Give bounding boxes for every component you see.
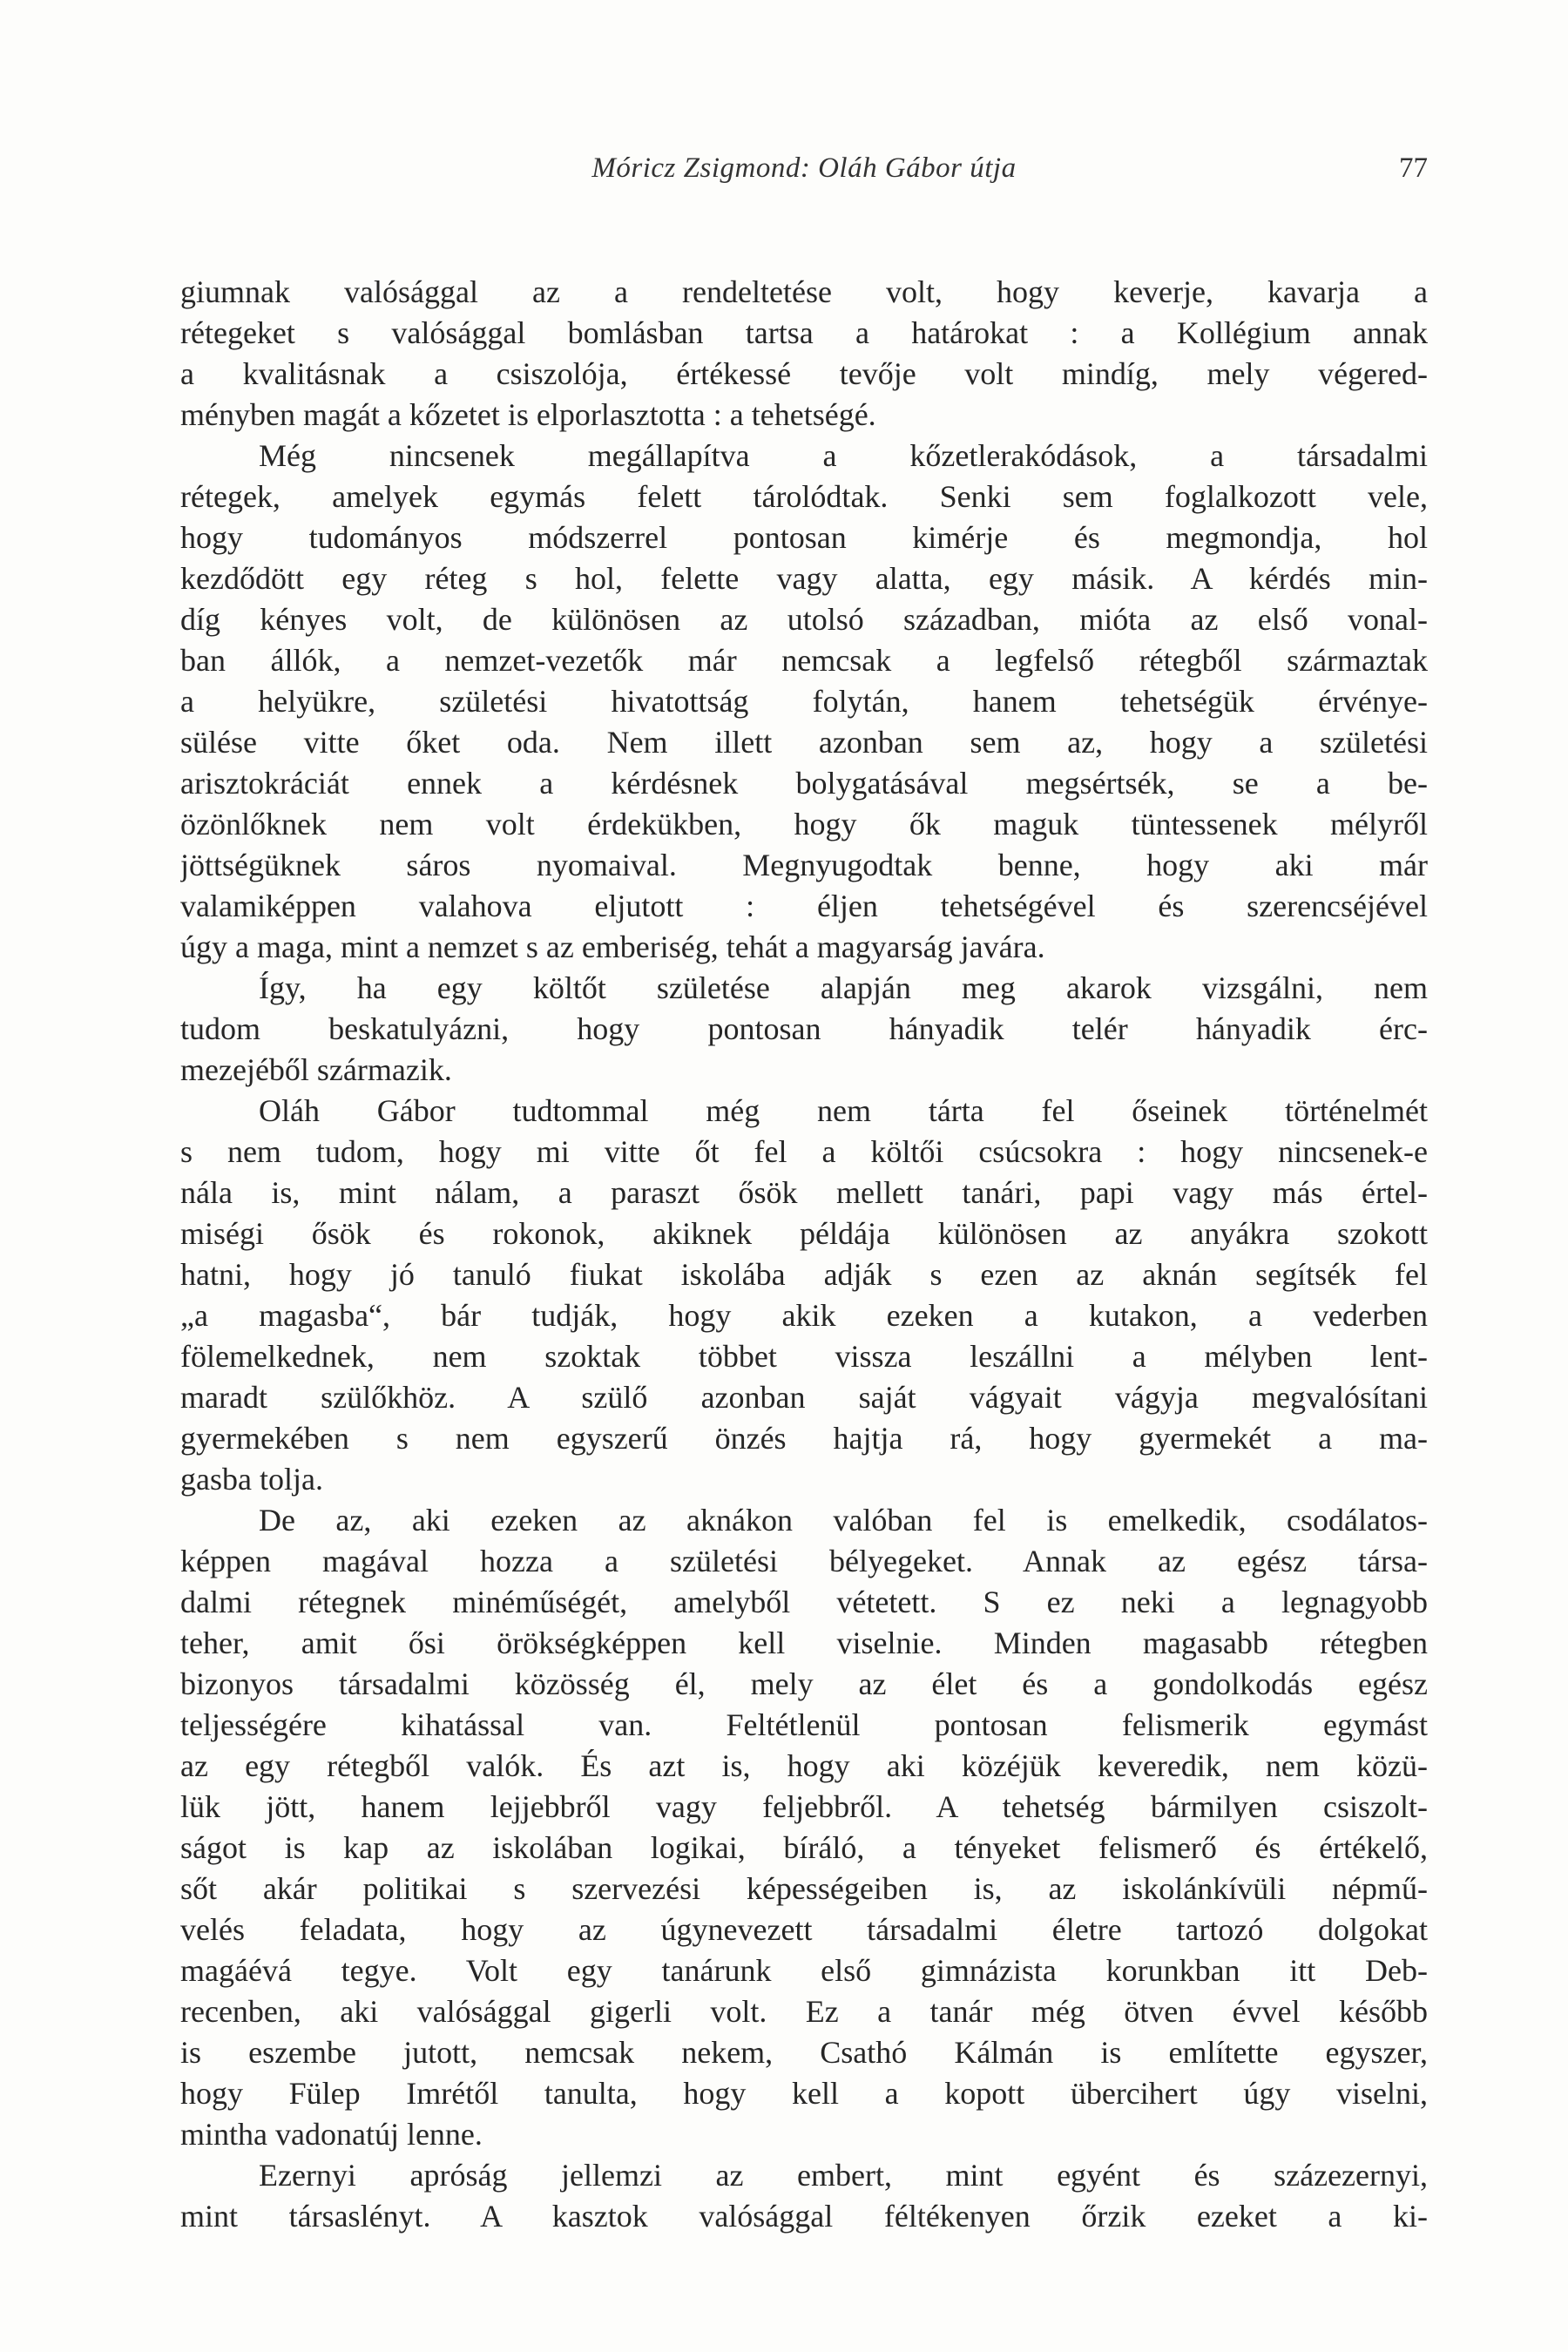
text-line: s nem tudom, hogy mi vitte őt fel a költői csúcsokra : hogy nincsenek-e — [180, 1134, 1428, 1169]
text-line: a kvalitásnak a csiszolója, értékessé tevője volt mindíg, mely végered- — [180, 356, 1428, 391]
text-line: képpen magával hozza a születési bélyegeket. Annak az egész társa- — [180, 1544, 1428, 1578]
text-line: teher, amit ősi örökségképpen kell viselnie. Minden magasabb rétegben — [180, 1625, 1428, 1660]
text-line: Még nincsenek megállapítva a kőzetlerakódások, a társadalmi — [259, 438, 1428, 473]
running-title: Móricz Zsigmond: Oláh Gábor útja — [591, 152, 1017, 184]
text-line: fölemelkednek, nem szoktak többet vissza leszállni a mélyben lent- — [180, 1339, 1428, 1374]
text-line: Így, ha egy költőt születése alapján meg akarok vizsgálni, nem — [259, 970, 1428, 1005]
text-line: hatni, hogy jó tanuló fiukat iskolába adják s ezen az aknán segítsék fel — [180, 1257, 1428, 1292]
text-line: miségi ősök és rokonok, akiknek példája különösen az anyákra szokott — [180, 1216, 1428, 1251]
text-line: ményben magát a kőzetet is elporlasztotta : a tehetségé. — [180, 397, 876, 432]
text-line: is eszembe jutott, nemcsak nekem, Csathó Kálmán is említette egyszer, — [180, 2035, 1428, 2070]
text-line: díg kényes volt, de különösen az utolsó században, mióta az első vonal- — [180, 602, 1428, 637]
text-line: lük jött, hanem lejjebbről vagy feljebbről. A tehetség bármilyen csiszolt- — [180, 1789, 1428, 1824]
text-line: velés feladata, hogy az úgynevezett társadalmi életre tartozó dolgokat — [180, 1912, 1428, 1947]
text-line: magáévá tegye. Volt egy tanárunk első gimnázista korunkban itt Deb- — [180, 1953, 1428, 1988]
text-line: kezdődött egy réteg s hol, felette vagy alatta, egy másik. A kérdés min- — [180, 561, 1428, 596]
body-text — [180, 272, 1428, 2237]
text-line: a helyükre, születési hivatottság folytán, hanem tehetségük érvénye- — [180, 684, 1428, 719]
text-line: ságot is kap az iskolában logikai, bíráló, a tényeket felismerő és értékelő, — [180, 1830, 1428, 1865]
text-line: arisztokráciát ennek a kérdésnek bolygatásával megsértsék, se a be- — [180, 766, 1428, 801]
text-line: nála is, mint nálam, a paraszt ősök mellett tanári, papi vagy más értel- — [180, 1175, 1428, 1210]
text-line: rétegek, amelyek egymás felett tárolódtak. Senki sem foglalkozott vele, — [180, 479, 1428, 514]
text-line: mint társaslényt. A kasztok valósággal féltékenyen őrzik ezeket a ki- — [180, 2199, 1428, 2234]
text-line: maradt szülőkhöz. A szülő azonban saját vágyait vágyja megvalósítani — [180, 1380, 1428, 1415]
text-line: De az, aki ezeken az aknákon valóban fel is emelkedik, csodálatos- — [259, 1503, 1428, 1538]
text-line: jöttségüknek sáros nyomaival. Megnyugodtak benne, hogy aki már — [180, 848, 1428, 882]
text-line: úgy a maga, mint a nemzet s az emberiség, tehát a magyarság javára. — [180, 929, 1045, 964]
text-line: bizonyos társadalmi közösség él, mely az élet és a gondolkodás egész — [180, 1666, 1428, 1701]
page-number: 77 — [1399, 152, 1428, 184]
text-line: valamiképpen valahova eljutott : éljen tehetségével és szerencséjével — [180, 889, 1428, 923]
text-line: dalmi rétegnek minéműségét, amelyből vétetett. S ez neki a legnagyobb — [180, 1585, 1428, 1619]
text-line: Ezernyi apróság jellemzi az embert, mint egyént és százezernyi, — [259, 2158, 1428, 2193]
text-line: az egy rétegből valók. És azt is, hogy aki közéjük keveredik, nem közü- — [180, 1748, 1428, 1783]
text-line: hogy tudományos módszerrel pontosan kimérje és megmondja, hol — [180, 520, 1428, 555]
text-line: özönlőknek nem volt érdekükben, hogy ők maguk tüntessenek mélyről — [180, 807, 1428, 841]
text-line: rétegeket s valósággal bomlásban tartsa a határokat : a Kollégium annak — [180, 315, 1428, 350]
running-head — [180, 146, 1428, 190]
text-line: tudom beskatulyázni, hogy pontosan hányadik telér hányadik érc- — [180, 1011, 1428, 1046]
text-line: Oláh Gábor tudtommal még nem tárta fel őseinek történelmét — [259, 1093, 1428, 1128]
text-line: ban állók, a nemzet-vezetők már nemcsak a legfelső rétegből származtak — [180, 643, 1428, 678]
text-line: mintha vadonatúj lenne. — [180, 2117, 483, 2152]
text-line: teljességére kihatással van. Feltétlenül pontosan felismerik egymást — [180, 1707, 1428, 1742]
text-line: mezejéből származik. — [180, 1052, 452, 1087]
text-line: sülése vitte őket oda. Nem illett azonban sem az, hogy a születési — [180, 725, 1428, 760]
text-line: recenben, aki valósággal gigerli volt. Ez a tanár még ötven évvel később — [180, 1994, 1428, 2029]
text-line: gasba tolja. — [180, 1462, 323, 1497]
text-line: sőt akár politikai s szervezési képességeiben is, az iskolánkívüli népmű- — [180, 1871, 1428, 1906]
text-line: hogy Fülep Imrétől tanulta, hogy kell a kopott übercihert úgy viselni, — [180, 2076, 1428, 2111]
text-line: gyermekében s nem egyszerű önzés hajtja rá, hogy gyermekét a ma- — [180, 1421, 1428, 1456]
text-line: „a magasba“, bár tudják, hogy akik ezeken a kutakon, a vederben — [180, 1298, 1428, 1333]
text-line: giumnak valósággal az a rendeltetése volt, hogy keverje, kavarja a — [180, 274, 1428, 309]
